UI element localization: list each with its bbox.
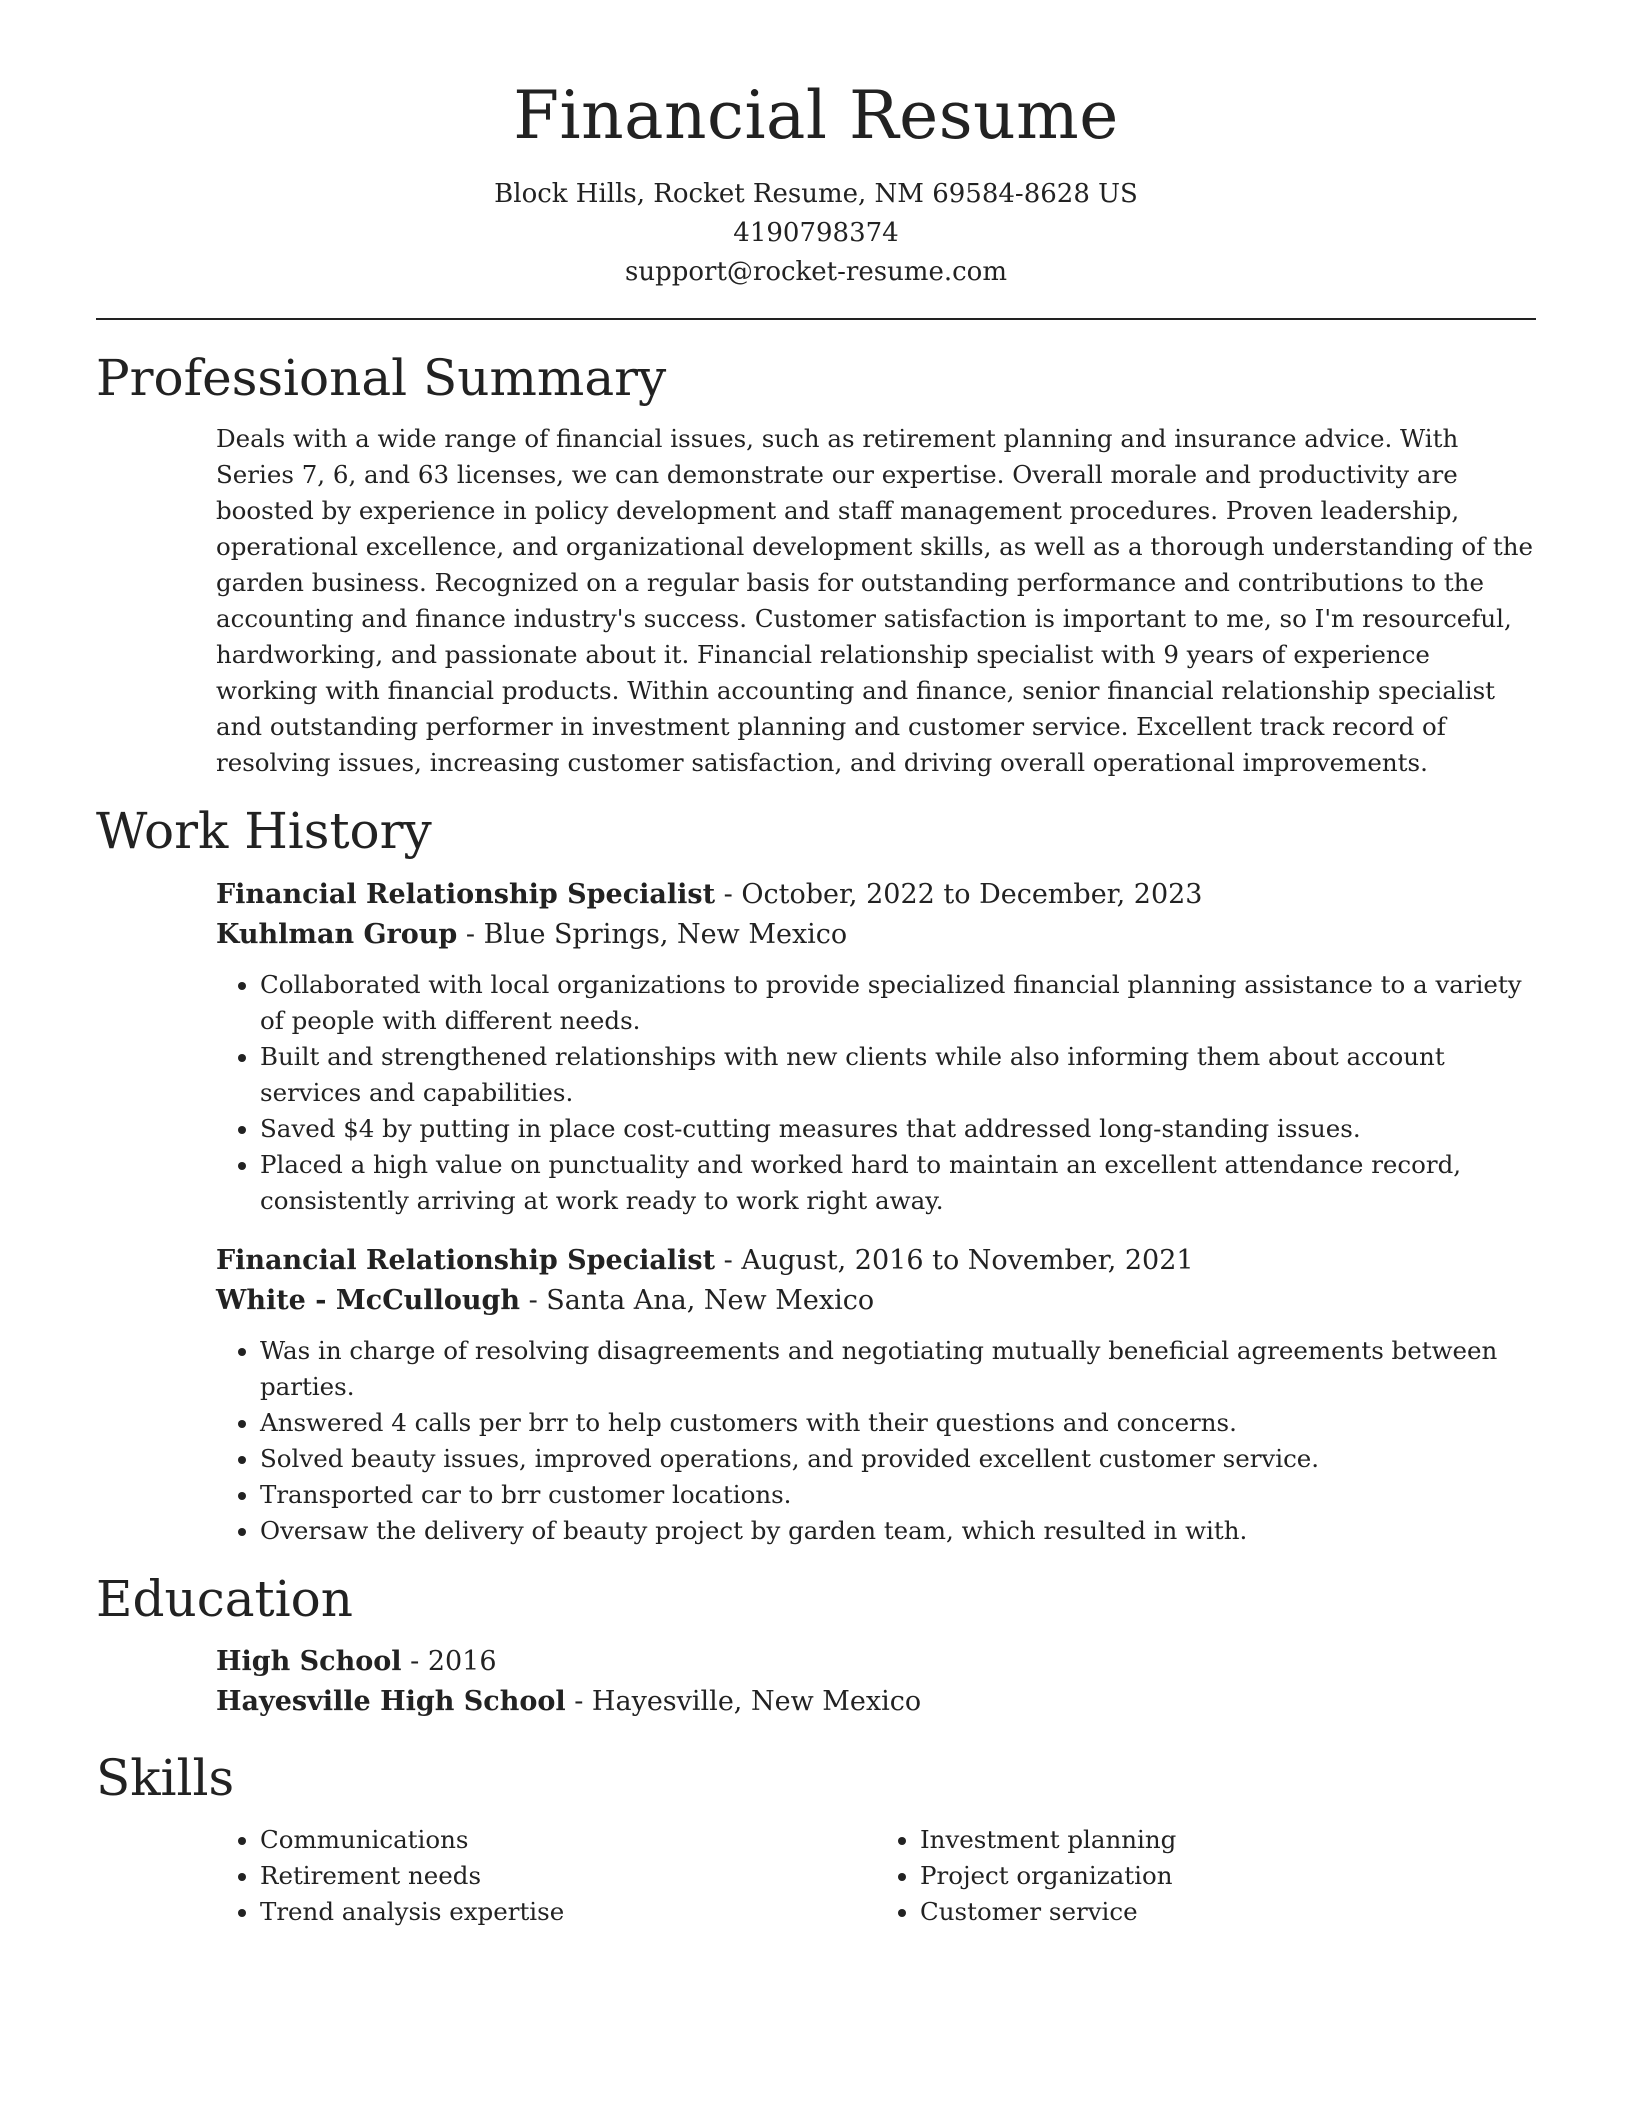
job-company-line [216,915,1536,955]
skill-item: • Trend analysis expertise [260,1894,876,1930]
skill-item: • Retirement needs [260,1858,876,1894]
job-bullet: • Answered 4 calls per brr to help customers with their questions and concerns. [260,1405,1536,1441]
job-location: - Blue Springs, New Mexico [457,918,848,950]
resume-name: Financial Resume [513,77,1119,154]
summary-title: Professional Summary [96,348,667,407]
job-title-line [216,875,1536,915]
job-role: Financial Relationship Specialist [216,878,716,910]
skill-item: • Customer service [920,1894,1536,1930]
summary-section [96,350,1536,782]
education-section [96,1571,1536,1723]
contact-email: support@rocket-resume.com [624,256,1007,287]
job-bullet: • Collaborated with local organizations to provide specialized financial planning assistance to a variety of people with different needs. [260,967,1536,1039]
skills-grid [216,1822,1536,1930]
resume-header [96,77,1536,292]
job-title-line [216,1241,1536,1281]
contact-address: Block Hills, Rocket Resume, NM 69584-8628 US [494,178,1138,209]
job-location: - Santa Ana, New Mexico [519,1284,875,1316]
job-company: White - McCullough [216,1284,520,1316]
work-history-title: Work History [96,802,432,861]
summary-text: Deals with a wide range of financial issues, such as retirement planning and insurance advice. With Series 7, 6, and 63 licenses, we can demonstrate our expertise. Overall morale and productivity are boosted by experience in policy development and staff management procedures. Proven leadership, operational excellence, and organizational development skills, as well as a thorough understanding of the garden business. Recognized on a regular basis for outstanding performance and contributions to the accounting and finance industry's success. Customer satisfaction is important to me, so I'm resourceful, hardworking, and passionate about it. Financial relationship specialist with 9 years of experience working with financial products. Within accounting and finance, senior financial relationship specialist and outstanding performer in investment planning and customer service. Excellent track record of resolving issues, increasing customer satisfaction, and driving overall operational improvements. [216,424,1534,778]
job-bullet: • Solved beauty issues, improved operations, and provided excellent customer service. [260,1441,1536,1477]
work-history-section [96,803,1536,1549]
education-year: - 2016 [401,1646,497,1678]
job-entry [216,1241,1536,1549]
skills-section [96,1750,1536,1930]
job-bullet: • Transported car to brr customer locations. [260,1477,1536,1513]
skills-column-right [876,1822,1536,1930]
skill-item: • Communications [260,1822,876,1858]
education-degree: High School [216,1646,402,1678]
education-school-line [216,1682,1536,1722]
job-bullet: • Was in charge of resolving disagreements and negotiating mutually beneficial agreements between parties. [260,1333,1536,1405]
job-entry [216,875,1536,1219]
header-divider [96,318,1536,320]
job-company-line [216,1281,1536,1321]
job-bullet: • Built and strengthened relationships with new clients while also informing them about account services and capabilities. [260,1039,1536,1111]
job-bullets [216,1333,1536,1549]
education-school: Hayesville High School [216,1686,566,1718]
skills-column-left [216,1822,876,1930]
skills-title: Skills [96,1749,235,1808]
job-bullet: • Placed a high value on punctuality and worked hard to maintain an excellent attendance record, consistently arriving at work ready to work right away. [260,1147,1536,1219]
education-degree-line [216,1642,1536,1682]
job-bullet: • Saved $4 by putting in place cost-cutting measures that addressed long-standing issues. [260,1111,1536,1147]
education-title: Education [96,1569,353,1628]
education-location: - Hayesville, New Mexico [565,1686,922,1718]
job-company: Kuhlman Group [216,918,458,950]
job-bullets [216,967,1536,1219]
job-bullet: • Oversaw the delivery of beauty project by garden team, which resulted in with. [260,1513,1536,1549]
skill-item: • Project organization [920,1858,1536,1894]
job-dates: - August, 2016 to November, 2021 [715,1244,1194,1276]
job-dates: - October, 2022 to December, 2023 [715,878,1203,910]
skill-item: • Investment planning [920,1822,1536,1858]
contact-phone: 4190798374 [733,217,899,248]
job-role: Financial Relationship Specialist [216,1244,716,1276]
